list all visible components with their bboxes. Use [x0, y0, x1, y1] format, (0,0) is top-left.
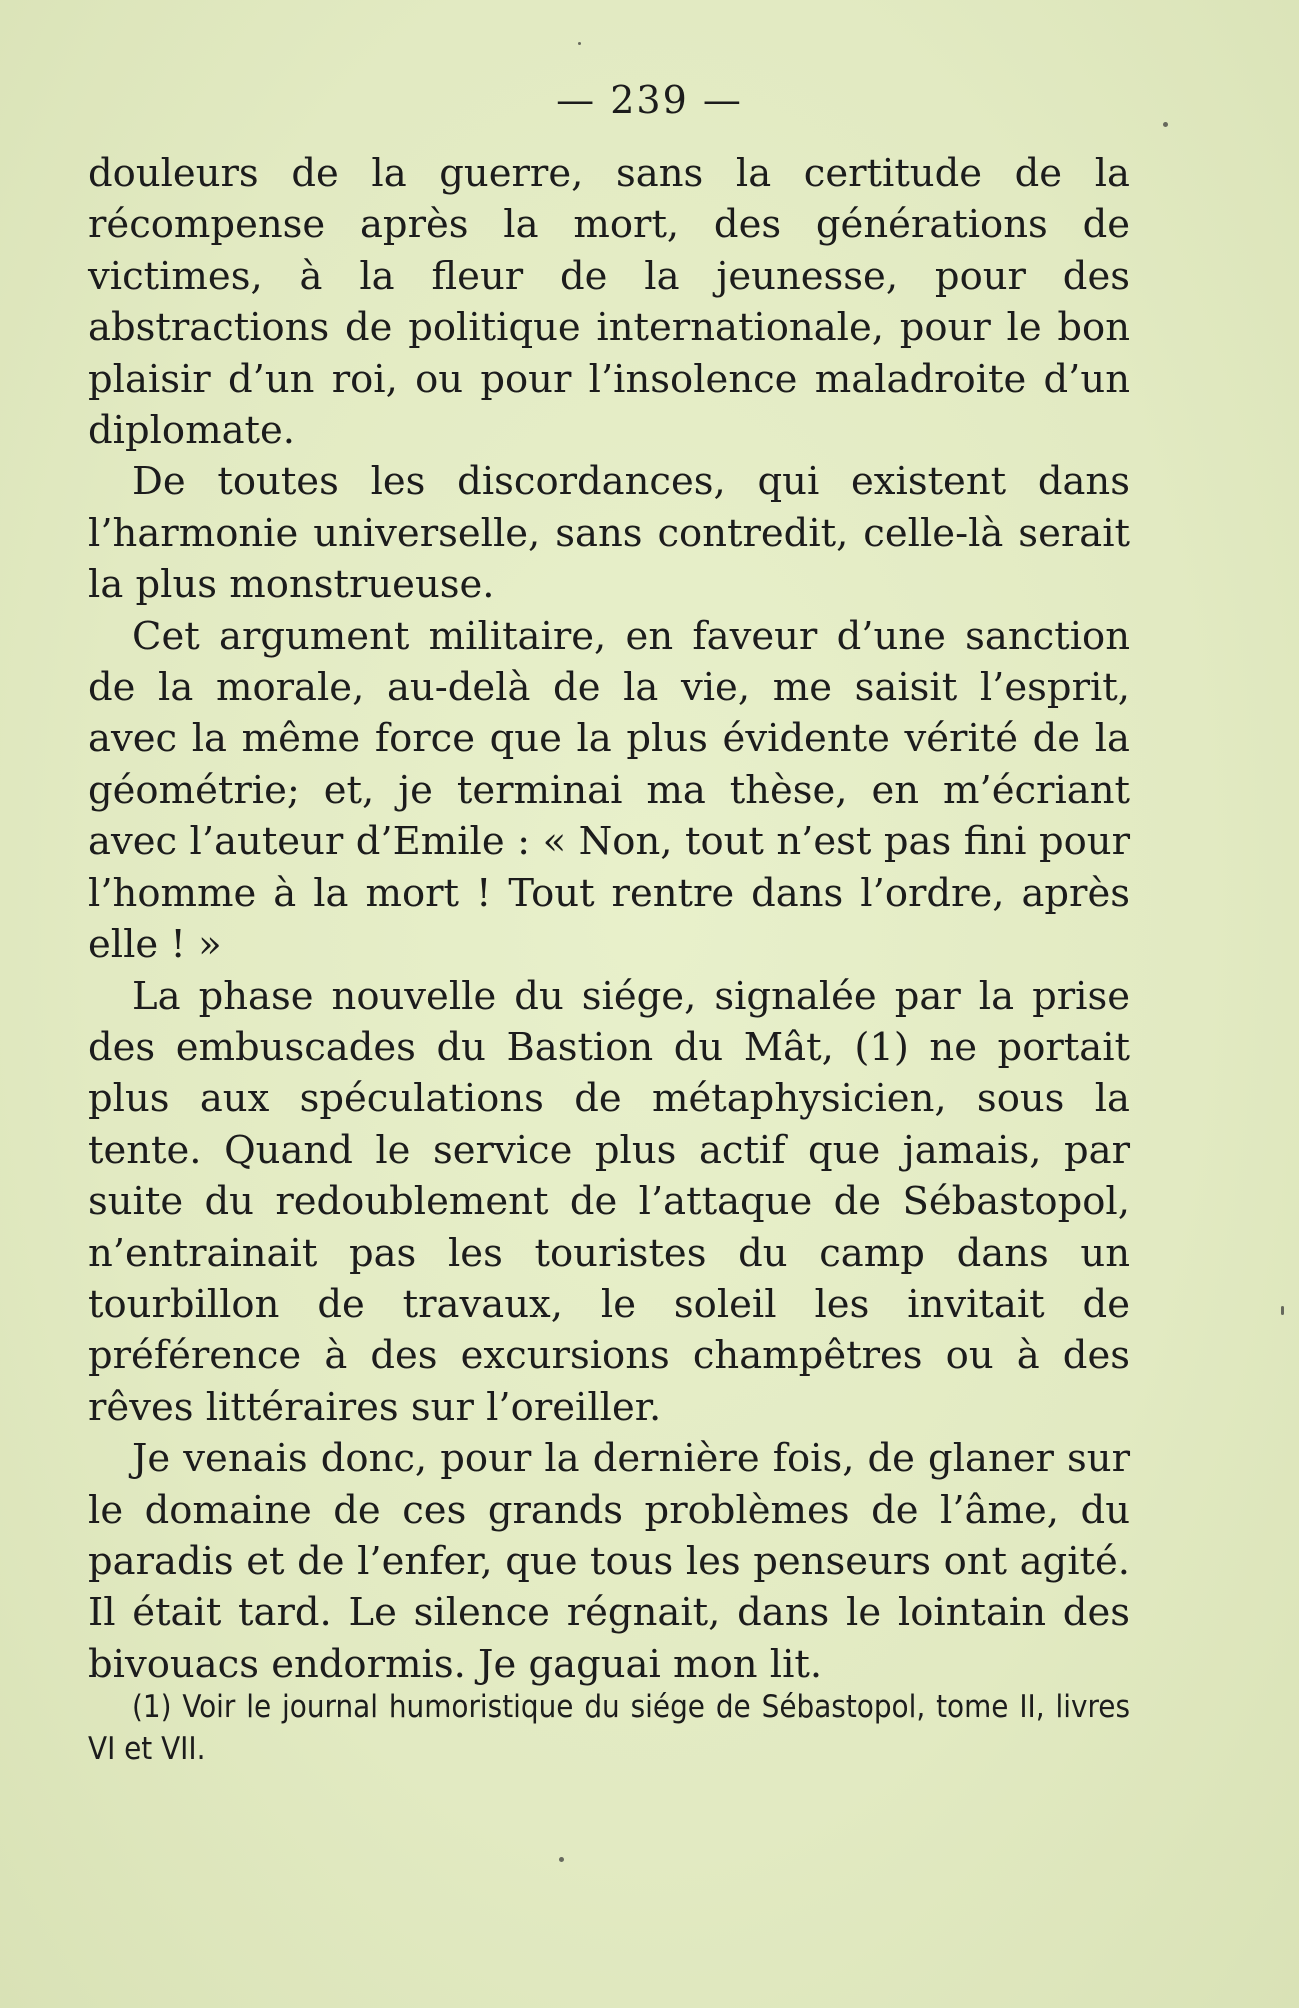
paragraph: Cet argument militaire, en faveur d’une sanction de la morale, au-delà de la vie, me saisit l’esprit, avec la même force que la plus évidente vérité de la géométrie; et, je terminai ma thèse, en m’écriant avec l’auteur d’Emile : « Non, tout n’est pas fini pour l’homme à la mort ! Tout rentre dans l’ordre, après elle ! »: [88, 613, 1130, 968]
footnote-block: [88, 1686, 1130, 1770]
paragraph: La phase nouvelle du siége, signalée par la prise des embuscades du Bastion du Mât, (1) ne portait plus aux spéculations de métaphysicien, sous la tente. Quand le service plus actif que jamais, par suite du redoublement de l’attaque de Sébastopol, n’entrainait pas les touristes du camp dans un tourbillon de travaux, le soleil les invitait de préférence à des excursions champêtres ou à des rêves littéraires sur l’oreiller.: [88, 973, 1130, 1430]
page-number: — 239 —: [556, 78, 743, 122]
paragraph: douleurs de la guerre, sans la certitude de la récompense après la mort, des générations de victimes, à la fleur de la jeunesse, pour des abstractions de politique internationale, pour le bon plaisir d’un roi, ou pour l’insolence maladroite d’un diplomate.: [88, 151, 1130, 454]
body-text: [88, 148, 1130, 1690]
paragraph: Je venais donc, pour la dernière fois, de glaner sur le domaine de ces grands problèmes de l’âme, du paradis et de l’enfer, que tous les penseurs ont agité. Il était tard. Le silence régnait, dans le lointain des bivouacs endormis. Je gaguai mon lit.: [88, 1436, 1130, 1687]
paper-speck: [1281, 1306, 1284, 1315]
paper-speck: [578, 42, 581, 45]
paragraph: De toutes les discordances, qui existent dans l’harmonie universelle, sans contredit, celle-là serait la plus monstrueuse.: [88, 459, 1130, 608]
paper-speck: [559, 1857, 564, 1862]
paper-speck: [1163, 122, 1168, 127]
footnote: (1) Voir le journal humoristique du siége de Sébastopol, tome II, livres VI et VII.: [88, 1689, 1130, 1767]
